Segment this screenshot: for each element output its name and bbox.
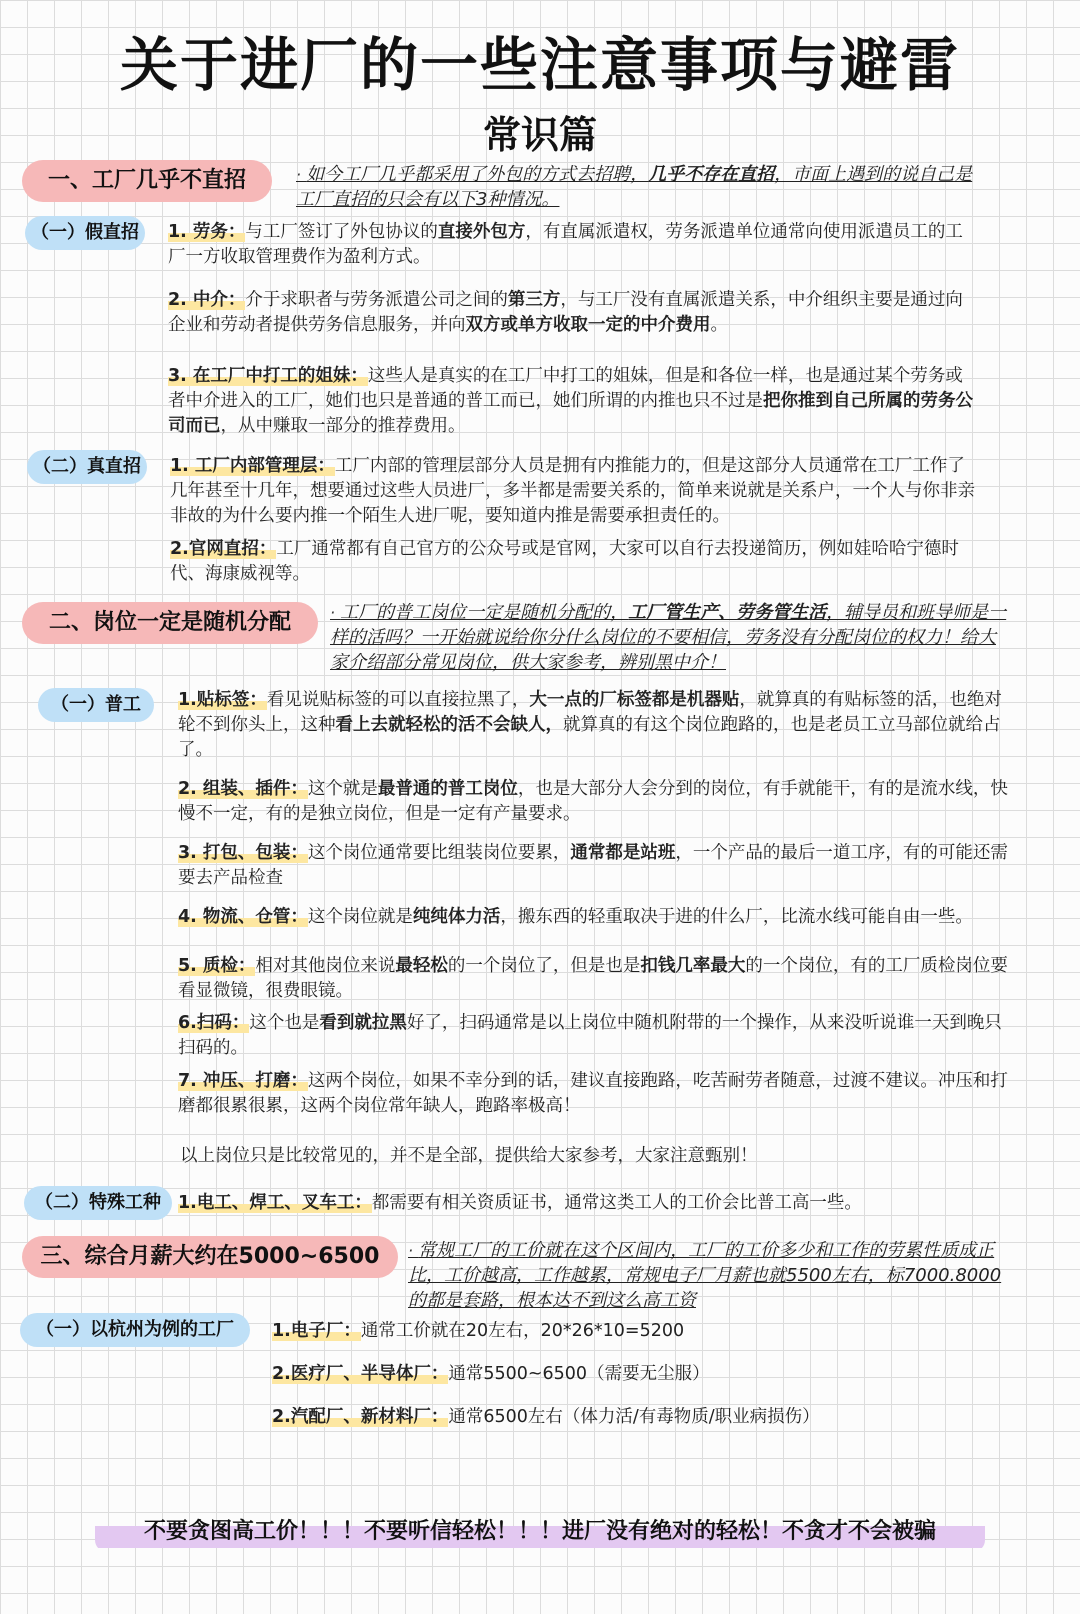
item-text: ，与工厂没有直属派遣关系，中介组织主要是通过向企业和劳动者提供劳务信息服务，并向 (168, 290, 963, 335)
item-official-site (170, 537, 975, 587)
item-text: ，也是大部分人会分到的岗位，有手就能干，有的是流水线，快慢不一定，有的是独立岗位，但是一定有产量要求。 (178, 779, 1008, 824)
item-bold: 把你推到自己所属的劳务公司而已 (168, 391, 973, 436)
warning-banner: 不要贪图高工价！！！不要听信轻松！！！进厂没有绝对的轻松！不贪才不会被骗 (95, 1512, 985, 1552)
intro-text: ，辅导员和班导师是一样的活吗？一开始就说给你分什么岗位的不要相信，劳务没有分配岗位的权力！给大家介绍部分常见岗位，供大家参考，辨别黑中介！ (330, 602, 1007, 673)
page-title: 关于进厂的一些注意事项与避雷 (119, 31, 960, 99)
item-bold: 纯纯体力活 (412, 907, 501, 927)
item-bold: 通常都是站班 (570, 843, 676, 863)
item-label: 2. 中介： (168, 290, 246, 310)
item-text: 好了，扫码通常是以上岗位中随机附带的一个操作，从来没听说谁一天到晚只扫码的。 (178, 1013, 1002, 1058)
positions-note: 以上岗位只是比较常见的，并不是全部，提供给大家参考，大家注意甄别！ (180, 1146, 758, 1166)
item-bold: 最普通的普工岗位 (377, 779, 518, 799)
item-text: 这个就是 (307, 779, 378, 799)
bullet-dot: · (296, 165, 307, 184)
item-stamping (178, 1069, 1008, 1119)
intro-text: ，市面上遇到的说自己是工厂直招的只会有以下3种情况。 (296, 164, 973, 210)
item-text: 。 (710, 315, 728, 335)
item-text: 的一个岗位了，但是也是 (447, 956, 641, 976)
item-qc (178, 954, 1008, 1004)
bullet-dot: · (408, 1241, 419, 1260)
item-text: 工厂通常都有自己官方的公众号或是官网，大家可以自行去投递简历，例如娃哈哈宁德时代、海康威视等。 (170, 539, 959, 584)
item-text: 这些人是真实的在工厂中打工的姐妹，但是和各位一样，也是通过某个劳务或者中介进入的工厂，她们也只是普通的普工而已，她们所谓的内推也只不过是 (168, 366, 963, 411)
subsection-real-direct-pill: （二）真直招 (27, 450, 147, 484)
item-text: 这两个岗位，如果不幸分到的话，建议直接跑路，吃苦耐劳者随意，过渡不建议。冲压和打磨都很累很累，这两个岗位常年缺人，跑路率极高！ (178, 1071, 1008, 1116)
item-label: 1.电工、焊工、叉车工： (178, 1193, 372, 1213)
item-text: 通常6500左右（体力活/有毒物质/职业病损伤） (448, 1407, 820, 1427)
item-text: 介于求职者与劳务派遣公司之间的 (245, 290, 508, 310)
subsection-special-trades-pill: （二）特殊工种 (24, 1186, 172, 1220)
item-scanning (178, 1011, 1016, 1061)
item-text: 的一个岗位，有的工厂质检岗位要看显微镜，很费眼镜。 (178, 956, 1008, 1001)
item-text: 与工厂签订了外包协议的 (245, 222, 438, 242)
item-sisters (168, 364, 978, 439)
section-1-intro (296, 162, 976, 212)
item-labor (168, 220, 968, 270)
page-subtitle: 常识篇 (482, 113, 597, 157)
item-label: 5. 质检： (178, 956, 256, 976)
item-text: 都需要有相关资质证书，通常这类工人的工价会比普工高一些。 (371, 1193, 862, 1213)
bullet-dot: · (330, 603, 341, 622)
item-text: 这个岗位就是 (307, 907, 413, 927)
intro-bold: 工厂管生产、劳务管生活 (628, 602, 827, 623)
item-text: 看见说贴标签的可以直接拉黑了， (266, 690, 530, 710)
item-label: 4. 物流、仓管： (178, 907, 308, 927)
item-bold: 最轻松 (395, 956, 448, 976)
item-label: 1. 劳务： (168, 222, 246, 242)
item-text: 通常工价就在20左右，20*26*10=5200 (360, 1321, 685, 1341)
section-1-pill: 一、工厂几乎不直招 (22, 160, 272, 202)
item-labeling (178, 688, 1008, 763)
item-bold: 直接外包方 (437, 222, 526, 242)
item-bold: 双方或单方收取一定的中介费用 (465, 315, 711, 335)
item-bold: 第三方 (507, 290, 561, 310)
item-medical-factory (272, 1362, 992, 1387)
section-2-pill: 二、岗位一定是随机分配 (22, 602, 318, 644)
item-packing (178, 841, 1008, 891)
item-text: 这个岗位通常要比组装岗位要累， (307, 843, 571, 863)
item-text: 这个也是 (249, 1013, 320, 1033)
item-label: 1. 工厂内部管理层： (170, 456, 335, 476)
item-label: 3. 打包、包装： (178, 843, 308, 863)
item-bold: 扣钱几率最大 (640, 956, 746, 976)
item-label: 3. 在工厂中打工的姐妹： (168, 366, 368, 386)
item-label: 2.官网直招： (170, 539, 277, 559)
section-3-intro (408, 1238, 1013, 1313)
item-bold: 看上去就轻松的活不会缺人， (335, 715, 563, 735)
item-label: 2.医疗厂、半导体厂： (272, 1364, 449, 1384)
item-text: ，有直属派遣权，劳务派遣单位通常向使用派遣员工的工厂一方收取管理费作为盈利方式。 (168, 222, 963, 267)
item-text: 通常5500~6500（需要无尘服） (448, 1364, 710, 1384)
intro-text: 工厂的普工岗位一定是随机分配的， (340, 602, 629, 623)
item-management (170, 454, 975, 529)
item-text: ，搬东西的轻重取决于进的什么厂，比流水线可能自由一些。 (500, 907, 973, 927)
intro-bold: 几乎不存在直招 (648, 164, 775, 185)
item-text: 就算真的有这个岗位跑路的，也是老员工立马部位就给占了。 (178, 715, 1001, 760)
item-assembly (178, 777, 1008, 827)
subsection-fake-direct-pill: （一）假直招 (25, 216, 145, 250)
item-bold: 看到就拉黑 (319, 1013, 407, 1033)
item-label: 2. 组装、插件： (178, 779, 308, 799)
subsection-general-worker-pill: （一）普工 (38, 688, 154, 722)
intro-text: 常规工厂的工价就在这个区间内，工厂的工价多少和工作的劳累性质成正比，工价越高，工作越累，常规电子厂月薪也就5500左右，标7000.8000的都是套路，根本达不到这么高工资 (408, 1240, 1002, 1311)
section-3-pill: 三、综合月薪大约在5000~6500 (22, 1236, 398, 1278)
item-label: 7. 冲压、打磨： (178, 1071, 308, 1091)
item-label: 2.汽配厂、新材料厂： (272, 1407, 449, 1427)
item-agency (168, 288, 968, 338)
item-text: ，一个产品的最后一道工序，有的可能还需要去产品检查 (178, 843, 1008, 888)
item-text: 相对其他岗位来说 (255, 956, 396, 976)
section-2-intro (330, 600, 1010, 675)
item-electronics-factory (272, 1319, 992, 1344)
subsection-hangzhou-pill: （一）以杭州为例的工厂 (20, 1313, 250, 1347)
item-text: ，就算真的有贴标签的活，也绝对轮不到你头上，这种 (178, 690, 1002, 735)
item-label: 6.扫码： (178, 1013, 250, 1033)
item-special-trades (178, 1191, 1008, 1216)
item-auto-parts-factory (272, 1405, 992, 1430)
intro-text: 如今工厂几乎都采用了外包的方式去招聘， (306, 164, 649, 185)
item-logistics (178, 905, 1008, 930)
item-text: 工厂内部的管理层部分人员是拥有内推能力的，但是这部分人员通常在工厂工作了几年甚至十几年，想要通过这些人员进厂，多半都是需要关系的，简单来说就是关系户，一个人与你非亲非故的为什么要内推一个陌生人进厂呢，要知道内推是需要承担责任的。 (170, 456, 975, 526)
item-label: 1.贴标签： (178, 690, 267, 710)
item-text: ，从中赚取一部分的推荐费用。 (220, 416, 466, 436)
item-label: 1.电子厂： (272, 1321, 361, 1341)
item-bold: 大一点的厂标签都是机器贴 (529, 690, 740, 710)
